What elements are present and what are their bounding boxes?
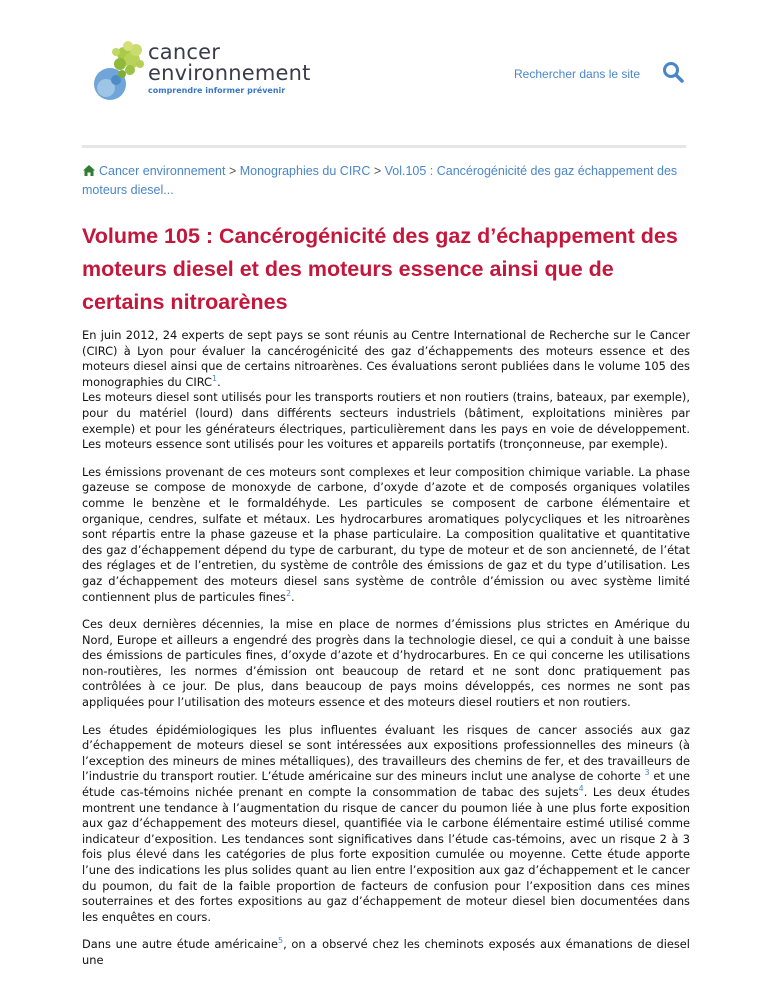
paragraph-normes: Ces deux dernières décennies, la mise en place de normes d’émissions plus strictes en Amérique du Nord, Europe et ailleurs a engendré des progrès dans la technologie diesel, ce qui a conduit à une baisse des émissions de particules fines, d’oxyde d’azote et d’hydrocarbures. En ce qui concerne les utilisations non-routières, les normes d’émission ont beaucoup de retard et ne sont donc pratiquement pas contrôlées à ce jour. De plus, dans beaucoup de pays moins développés, ces normes ne sont pas appliquées pour l’utilisation des moteurs essence et des moteurs diesel routiers et non routiers.	[82, 617, 690, 710]
paragraph-etudes	[82, 723, 690, 926]
search-icon[interactable]	[661, 60, 685, 84]
footnote-ref-2[interactable]: 2	[285, 588, 292, 598]
paragraph-cheminots	[82, 937, 690, 968]
paragraph-text: Dans une autre étude américaine	[82, 937, 278, 952]
breadcrumb-separator: >	[225, 164, 240, 178]
paragraph-text: , on a observé chez les cheminots exposés aux émanations de diesel une	[82, 937, 690, 967]
breadcrumb-separator: >	[370, 164, 385, 178]
header-divider	[82, 145, 686, 148]
logo-wordmark	[148, 42, 311, 95]
logo-line1: cancer	[148, 40, 221, 64]
logo-tagline: comprendre informer prévenir	[148, 86, 286, 95]
footnote-ref-5[interactable]: 5	[277, 936, 284, 946]
breadcrumb-home-link[interactable]: Cancer environnement	[99, 164, 226, 178]
paragraph-text: . Les deux études montrent une tendance à l’augmentation du risque de cancer du poumon liée à une plus forte exposition aux gaz d’échappement des moteurs diesel, quantifiée via le carbone élémentaire estimé utilisé comme indicateur d’exposition. Les tendances sont significatives dans l’étude cas-témoins, avec un risque 2 à 3 fois plus élevé dans les catégories de plus forte exposition cumulée ou moyenne. Cette étude apporte l’une des indications les plus solides quant au lien entre l’exposition aux gaz d’échappement et le cancer du poumon, du fait de la faible proportion de facteurs de confusion pour l’exposition dans ces mines souterraines et des fortes expositions au gaz d’échappement de moteur diesel bien documentées dans les enquêtes en cours.	[82, 785, 690, 924]
paragraph-text: Les études épidémiologiques les plus influentes évaluant les risques de cancer associés aux gaz d’échappement de moteurs diesel se sont intéressées aux expositions professionnelles des mineurs (à l’exception des mineurs de mines métalliques), des travailleurs des chemins de fer, et des travailleurs de l’industrie du transport routier. L’étude américaine sur des mineurs inclut une analyse de cohorte	[82, 722, 690, 784]
breadcrumb-current-link[interactable]: Vol.105 : Cancérogénicité des gaz échappement des moteurs diesel...	[82, 164, 678, 197]
paragraph-text: et une étude cas-témoins nichée prenant en compte la consommation de tabac des sujets	[82, 769, 691, 800]
breadcrumb	[82, 162, 688, 200]
home-icon[interactable]	[82, 164, 96, 177]
article-body	[82, 328, 690, 981]
paragraph-emissions	[82, 465, 690, 605]
footnote-ref-1[interactable]: 1	[212, 373, 218, 383]
footnote-ref-4[interactable]: 4	[578, 784, 584, 794]
paragraph-text: .	[291, 589, 295, 604]
search-link[interactable]: Rechercher dans le site	[514, 67, 641, 81]
paragraph-text: Les moteurs diesel sont utilisés pour les transports routiers et non routiers (trains, bateaux, par exemple), pour du matériel (lourd) dans différents secteurs industriels (bâtiment, exploitations minières par exemple) et pour les générateurs électriques, particulièrement dans les pays en voie de développement. Les moteurs essence sont utilisés pour les voitures et appareils portatifs (tronçonneuse, par exemple).	[82, 390, 690, 452]
page-title: Volume 105 : Cancérogénicité des gaz d’échappement des moteurs diesel et des moteurs essence ainsi que de certains nitroarènes	[82, 224, 678, 314]
logo-line2: environnement	[148, 61, 311, 85]
paragraph-intro	[82, 328, 690, 453]
site-logo[interactable]	[86, 40, 311, 122]
site-header	[0, 0, 768, 150]
paragraph-text: En juin 2012, 24 experts de sept pays se sont réunis au Centre International de Recherche sur le Cancer (CIRC) à Lyon pour évaluer la cancérogénicité des gaz d’échappements des moteurs essence et des moteurs diesel ainsi que de certains nitroarènes. Ces évaluations seront publiées dans le volume 105 des monographies du CIRC	[82, 328, 690, 389]
globe-leaves-logo-icon	[86, 36, 148, 108]
breadcrumb-monographies-link[interactable]: Monographies du CIRC	[239, 164, 371, 178]
paragraph-text: .	[217, 374, 221, 389]
footnote-ref-3[interactable]: 3	[644, 768, 650, 778]
paragraph-text: Les émissions provenant de ces moteurs sont complexes et leur composition chimique variable. La phase gazeuse se compose de monoxyde de carbone, d’oxyde d’azote et de composés organiques volatiles comme le benzène et le formaldéhyde. Les particules se composent de carbone élémentaire et organique, cendres, sulfate et métaux. Les hydrocarbures aromatiques polycycliques et les nitroarènes sont répartis entre la phase gazeuse et la phase particulaire. La composition qualitative et quantitative des gaz d’échappement dépend du type de carburant, du type de moteur et de son ancienneté, de l’état des réglages et de l’entretien, du système de contrôle des émissions de gaz et du type d’utilisation. Les gaz d’échappement des moteurs diesel sans système de contrôle d’émission ou avec système limité contiennent plus de particules fines	[82, 464, 690, 604]
